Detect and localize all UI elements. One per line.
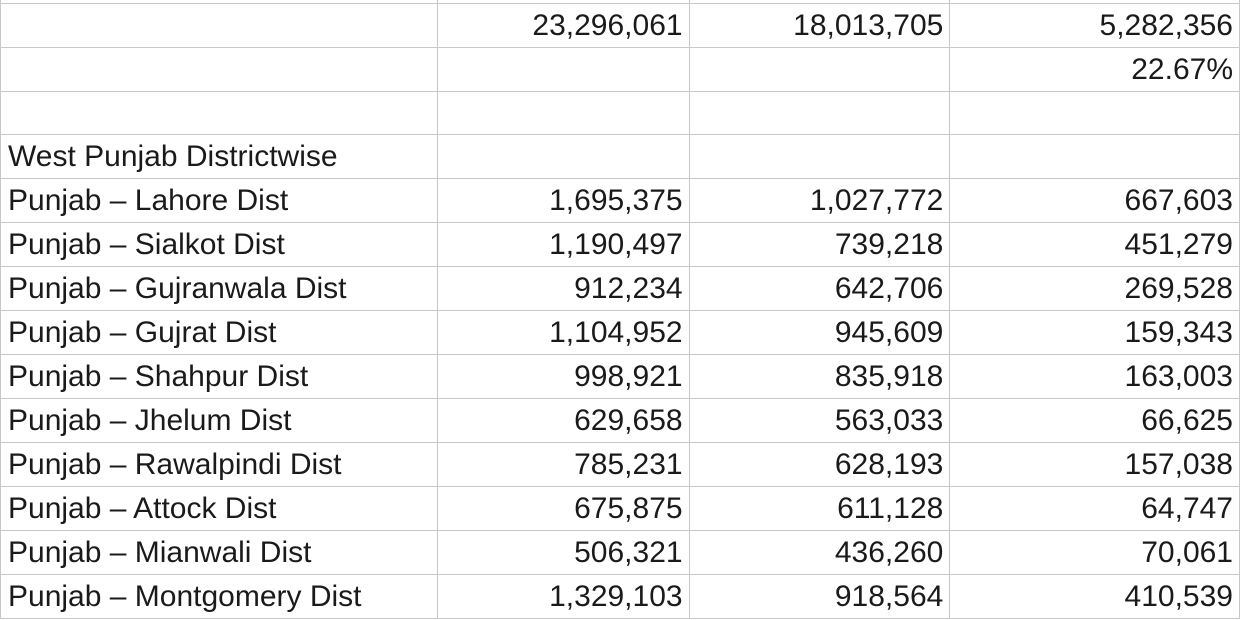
value-cell[interactable]: 436,260 — [689, 531, 950, 575]
value-cell[interactable]: 998,921 — [437, 355, 689, 399]
table-row — [1, 487, 1240, 531]
value-cell[interactable]: 785,231 — [437, 443, 689, 487]
table-row — [1, 531, 1240, 575]
percent-cell[interactable]: 22.67% — [950, 48, 1240, 92]
value-cell[interactable]: 918,564 — [689, 575, 950, 619]
value-cell[interactable]: 667,603 — [950, 179, 1240, 223]
value-cell[interactable]: 451,279 — [950, 223, 1240, 267]
value-cell[interactable]: 611,128 — [689, 487, 950, 531]
total-cell[interactable]: 23,296,061 — [437, 4, 689, 48]
district-name-cell[interactable]: Punjab – Gujranwala Dist — [1, 267, 438, 311]
district-name-cell[interactable]: Punjab – Montgomery Dist — [1, 575, 438, 619]
value-cell[interactable]: 1,695,375 — [437, 179, 689, 223]
value-cell[interactable]: 628,193 — [689, 443, 950, 487]
value-cell[interactable]: 1,104,952 — [437, 311, 689, 355]
total-cell[interactable]: 5,282,356 — [950, 4, 1240, 48]
district-name-cell[interactable]: Punjab – Shahpur Dist — [1, 355, 438, 399]
value-cell[interactable]: 1,027,772 — [689, 179, 950, 223]
table-row — [1, 399, 1240, 443]
value-cell[interactable]: 835,918 — [689, 355, 950, 399]
value-cell[interactable]: 629,658 — [437, 399, 689, 443]
value-cell[interactable]: 945,609 — [689, 311, 950, 355]
district-name-cell[interactable]: Punjab – Lahore Dist — [1, 179, 438, 223]
value-cell[interactable]: 739,218 — [689, 223, 950, 267]
table-row — [1, 311, 1240, 355]
table-row — [1, 267, 1240, 311]
cell[interactable] — [950, 92, 1240, 135]
district-name-cell[interactable]: Punjab – Attock Dist — [1, 487, 438, 531]
value-cell[interactable]: 1,329,103 — [437, 575, 689, 619]
cell[interactable] — [1, 48, 438, 92]
value-cell[interactable]: 159,343 — [950, 311, 1240, 355]
cell[interactable] — [1, 4, 438, 48]
cell[interactable] — [689, 135, 950, 179]
value-cell[interactable]: 642,706 — [689, 267, 950, 311]
value-cell[interactable]: 269,528 — [950, 267, 1240, 311]
section-header-row — [1, 135, 1240, 179]
table-row — [1, 575, 1240, 619]
district-name-cell[interactable]: Punjab – Gujrat Dist — [1, 311, 438, 355]
section-header-cell[interactable]: West Punjab Districtwise — [1, 135, 438, 179]
value-cell[interactable]: 410,539 — [950, 575, 1240, 619]
value-cell[interactable]: 1,190,497 — [437, 223, 689, 267]
table-row — [1, 223, 1240, 267]
district-name-cell[interactable]: Punjab – Mianwali Dist — [1, 531, 438, 575]
cell[interactable] — [950, 135, 1240, 179]
value-cell[interactable]: 563,033 — [689, 399, 950, 443]
table-row — [1, 179, 1240, 223]
totals-row — [1, 4, 1240, 48]
value-cell[interactable]: 675,875 — [437, 487, 689, 531]
value-cell[interactable]: 64,747 — [950, 487, 1240, 531]
value-cell[interactable]: 912,234 — [437, 267, 689, 311]
total-cell[interactable]: 18,013,705 — [689, 4, 950, 48]
empty-row — [1, 92, 1240, 135]
table-row — [1, 355, 1240, 399]
cell[interactable] — [689, 48, 950, 92]
value-cell[interactable]: 163,003 — [950, 355, 1240, 399]
cell[interactable] — [437, 135, 689, 179]
value-cell[interactable]: 157,038 — [950, 443, 1240, 487]
cell[interactable] — [437, 92, 689, 135]
cell[interactable] — [1, 92, 438, 135]
district-name-cell[interactable]: Punjab – Jhelum Dist — [1, 399, 438, 443]
value-cell[interactable]: 70,061 — [950, 531, 1240, 575]
table-row — [1, 443, 1240, 487]
district-name-cell[interactable]: Punjab – Rawalpindi Dist — [1, 443, 438, 487]
value-cell[interactable]: 506,321 — [437, 531, 689, 575]
value-cell[interactable]: 66,625 — [950, 399, 1240, 443]
percent-row — [1, 48, 1240, 92]
cell[interactable] — [689, 92, 950, 135]
district-name-cell[interactable]: Punjab – Sialkot Dist — [1, 223, 438, 267]
district-rows — [1, 179, 1240, 619]
cell[interactable] — [437, 48, 689, 92]
